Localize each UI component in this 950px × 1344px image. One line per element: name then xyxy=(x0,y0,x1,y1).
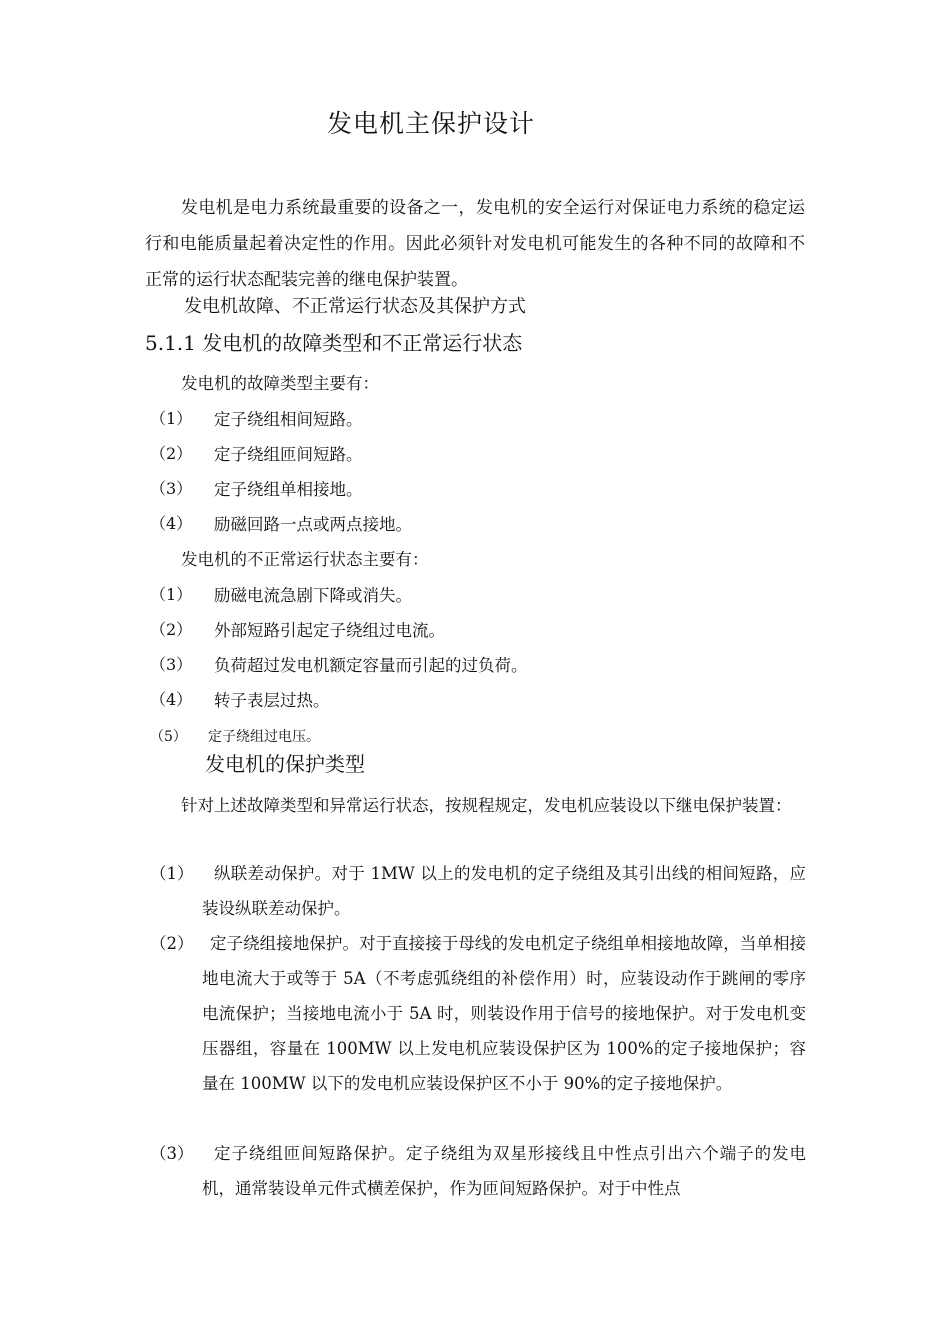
abnormal-item: 转子表层过热。 xyxy=(214,691,330,710)
fault-item: 定子绕组相间短路。 xyxy=(214,410,363,429)
abnormal-item: 励磁电流急剧下降或消失。 xyxy=(214,586,412,605)
fault-number: （4） xyxy=(150,514,193,533)
protection-number: （3） xyxy=(150,1144,194,1163)
fault-number: （1） xyxy=(150,409,193,428)
fault-intro: 发电机的故障类型主要有： xyxy=(181,374,379,393)
abnormal-number: （3） xyxy=(150,655,193,674)
intro-paragraph: 发电机是电力系统最重要的设备之一，发电机的安全运行对保证电力系统的稳定运行和电能质量起着决定性的作用。因此必须针对发电机可能发生的各种不同的故障和不正常的运行状态配装完善的继电保护装置。 xyxy=(145,198,805,290)
abnormal-number: （2） xyxy=(150,620,193,639)
protection-text: 定子绕组接地保护。对于直接接于母线的发电机定子绕组单相接地故障，当单相接地电流大于或等于 5A（不考虑弧绕组的补偿作用）时，应装设动作于跳闸的零序电流保护；当接地电流小于 5A 时，则装设作用于信号的接地保护。对于发电机变压器组，容量在 100MW 以上发电机应装设保护区为 100%的定子接地保护；容量在 100MW 以下的发电机应装设保护区不小于 90%的定子接地保护。 xyxy=(202,934,806,1093)
subsection-heading: 5.1.1 发电机的故障类型和不正常运行状态 xyxy=(145,331,523,355)
abnormal-item: 负荷超过发电机额定容量而引起的过负荷。 xyxy=(214,656,528,675)
fault-item: 励磁回路一点或两点接地。 xyxy=(214,515,412,534)
abnormal-intro: 发电机的不正常运行状态主要有： xyxy=(181,550,429,569)
fault-number: （2） xyxy=(150,444,193,463)
protection-intro: 针对上述故障类型和异常运行状态，按规程规定，发电机应装设以下继电保护装置： xyxy=(181,796,792,815)
protection-heading: 发电机的保护类型 xyxy=(205,752,365,776)
fault-item: 定子绕组匝间短路。 xyxy=(214,445,363,464)
abnormal-number: （4） xyxy=(150,690,193,709)
protection-number: （1） xyxy=(150,864,194,883)
protection-number: （2） xyxy=(150,934,194,953)
abnormal-item: 定子绕组过电压。 xyxy=(208,729,320,745)
fault-item: 定子绕组单相接地。 xyxy=(214,480,363,499)
page-title: 发电机主保护设计 xyxy=(326,109,535,138)
abnormal-number: （5） xyxy=(150,729,187,745)
section-heading: 发电机故障、不正常运行状态及其保护方式 xyxy=(184,296,526,317)
abnormal-item: 外部短路引起定子绕组过电流。 xyxy=(214,621,445,640)
abnormal-number: （1） xyxy=(150,585,193,604)
protection-text: 定子绕组匝间短路保护。定子绕组为双星形接线且中性点引出六个端子的发电机，通常装设单元件式横差保护，作为匝间短路保护。对于中性点 xyxy=(202,1144,806,1198)
fault-number: （3） xyxy=(150,479,193,498)
protection-text: 纵联差动保护。对于 1MW 以上的发电机的定子绕组及其引出线的相间短路，应装设纵联差动保护。 xyxy=(202,864,806,918)
